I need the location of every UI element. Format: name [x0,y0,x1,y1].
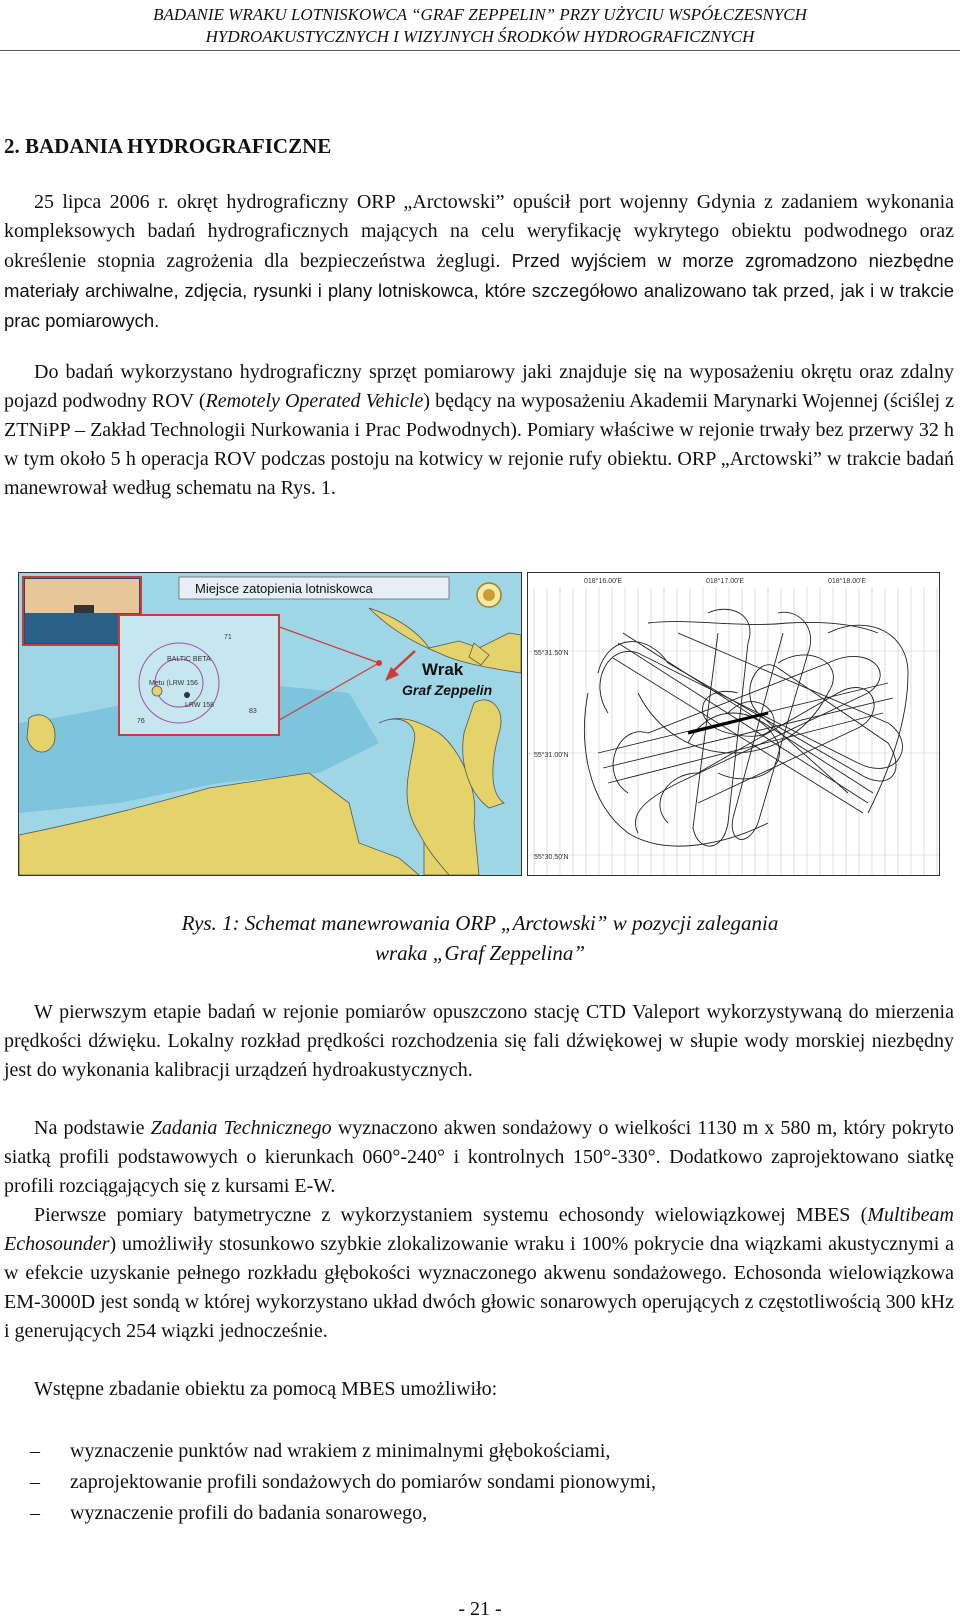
paragraph-mbes-italic: Multibeam Echosounder [4,1204,954,1255]
lon-label-2: 018°17.00'E [706,578,745,585]
list-item-text: zaprojektowanie profili sondażowych do pomiarów sondami pionowymi, [70,1471,656,1493]
vessel-track-lines [584,609,908,846]
paragraph-intro [4,188,954,336]
page-number: - 21 - [458,1598,502,1620]
caption-line-1: Rys. 1: Schemat manewrowania ORP „Arctowski” w pozycji zalegania [181,911,779,935]
location-map-figure [18,572,522,876]
header-divider [0,50,960,51]
paragraph-survey-area-text-b: wyznaczono akwen sondażowy o wielkości 1130 m x 580 m, który pokryto siatką profili podstawowych o kierunkach 060°-240° i kontrolnych 150°-330°. Dodatkowo zaprojektowano siatkę profili rozciągających się z kursami E-W. [4,1117,954,1197]
dash-bullet-icon: – [30,1471,40,1493]
inset-label-lrw158: LRW 158 [185,702,215,709]
running-header [0,4,960,48]
inset-depth-2: 76 [137,718,145,725]
paragraph-survey-area-italic: Zadania Technicznego [150,1117,332,1139]
wreck-name: Graf Zeppelin [402,682,493,698]
paragraph-ctd: W pierwszym etapie badań w rejonie pomiarów opuszczono stację CTD Valeport wykorzystywaną do mierzenia prędkości dźwięku. Lokalny rozkład prędkości rozchodzenia się fali dźwiękowej w słupie wody morskiej niezbędny jest do wykonania kalibracji urządzeń hydroakustycznych. [4,1001,954,1081]
lat-label-1: 55°31.50'N [534,650,569,657]
inset-label-lrw156: Mętu (LRW 156 [149,680,198,687]
location-map [19,573,521,875]
inset-depth-3: 83 [249,708,257,715]
section-title: 2. BADANIA HYDROGRAFICZNE [4,134,332,158]
dash-bullet-icon: – [30,1502,40,1524]
paragraph-mbes-text-b: ) umożliwiły stosunkowo szybkie zlokalizowanie wraku i 100% pokrycie dna wiązkami akustycznymi a w efekcie uzyskanie pełnego rozkładu głębokości wyznaczonego akwenu sondażowego. Echosonda wielowiązkowa EM-3000D jest sondą w której wykorzystano układ dwóch głowic sonarowych operujących z częstotliwością 300 kHz i generujących 254 wiązki jednocześnie. [4,1233,954,1342]
list-item [0,1498,940,1529]
paragraph-equipment-text-b: ) będący na wyposażeniu Akademii Marynarki Wojennej (ściślej z ZTNiPP – Zakład Technologii Nurkowania i Prac Podwodnych). Pomiary właściwe w rejonie trwały bez przerwy 32 h w tym około 5 h operacja ROV podczas postoju na kotwicy w rejonie rufy obiektu. ORP „Arctowski” w trakcie badań manewrował według schematu na Rys. 1. [4,390,954,499]
lat-label-3: 55°30.50'N [534,854,569,861]
list-item-text: wyznaczenie profili do badania sonarowego, [70,1502,428,1524]
list-item [0,1467,940,1498]
mbes-results-list [0,1436,940,1529]
paragraph-mbes-text-a: Pierwsze pomiary batymetryczne z wykorzystaniem systemu echosondy wielowiązkowej MBES ( [34,1204,868,1226]
paragraph-intro-part2: Przed wyjściem w morze zgromadzono niezbędne materiały archiwalne, zdjęcia, rysunki i plany lotniskowca, które szczegółowo analizowano tak przed, jak i w trakcie prac pomiarowych. [4,250,955,331]
paragraph-intro-part1: 25 lipca 2006 r. okręt hydrograficzny ORP „Arctowski” opuścił port wojenny Gdynia z zadaniem wykonania kompleksowych badań hydrograficznych mających na celu weryfikację wykrytego obiektu podwodnego oraz określenie stopnia zagrożenia dla bezpieczeństwa żeglugi. [4,191,954,272]
figure-caption [0,908,960,968]
paragraph-survey-area-text-a: Na podstawie [34,1117,151,1139]
paragraph-mbes [4,1201,954,1346]
lon-label-1: 018°16.00'E [584,578,623,585]
paragraph-equipment-italic: Remotely Operated Vehicle [205,390,424,412]
map-title: Miejsce zatopienia lotniskowca [195,581,373,596]
lon-label-3: 018°18.00'E [828,578,867,585]
survey-track-plot [528,573,939,875]
inset-label-baltic-beta: BALTIC BETA [167,656,211,663]
paragraph-equipment [4,358,954,503]
header-line-2: HYDROAKUSTYCZNYCH I WIZYJNYCH ŚRODKÓW HYDROGRAFICZNYCH [205,27,755,46]
survey-track-figure [527,572,940,876]
list-item-text: wyznaczenie punktów nad wrakiem z minimalnymi głębokościami, [70,1440,611,1462]
wreck-label: Wrak [422,660,464,679]
list-item [0,1436,940,1467]
dash-bullet-icon: – [30,1440,40,1462]
caption-line-2: wraka „Graf Zeppelina” [374,941,586,965]
paragraph-mbes-results-intro: Wstępne zbadanie obiektu za pomocą MBES umożliwiło: [34,1378,498,1400]
paragraph-equipment-text-a: Do badań wykorzystano hydrograficzny sprzęt pomiarowy jaki znajduje się na wyposażeniu okrętu oraz zdalny pojazd podwodny ROV ( [4,361,954,412]
header-line-1: BADANIE WRAKU LOTNISKOWCA “GRAF ZEPPELIN” PRZY UŻYCIU WSPÓŁCZESNYCH [153,5,807,24]
inset-depth-1: 71 [224,634,232,641]
paragraph-survey-area [4,1114,954,1201]
lat-label-2: 55°31.00'N [534,752,569,759]
